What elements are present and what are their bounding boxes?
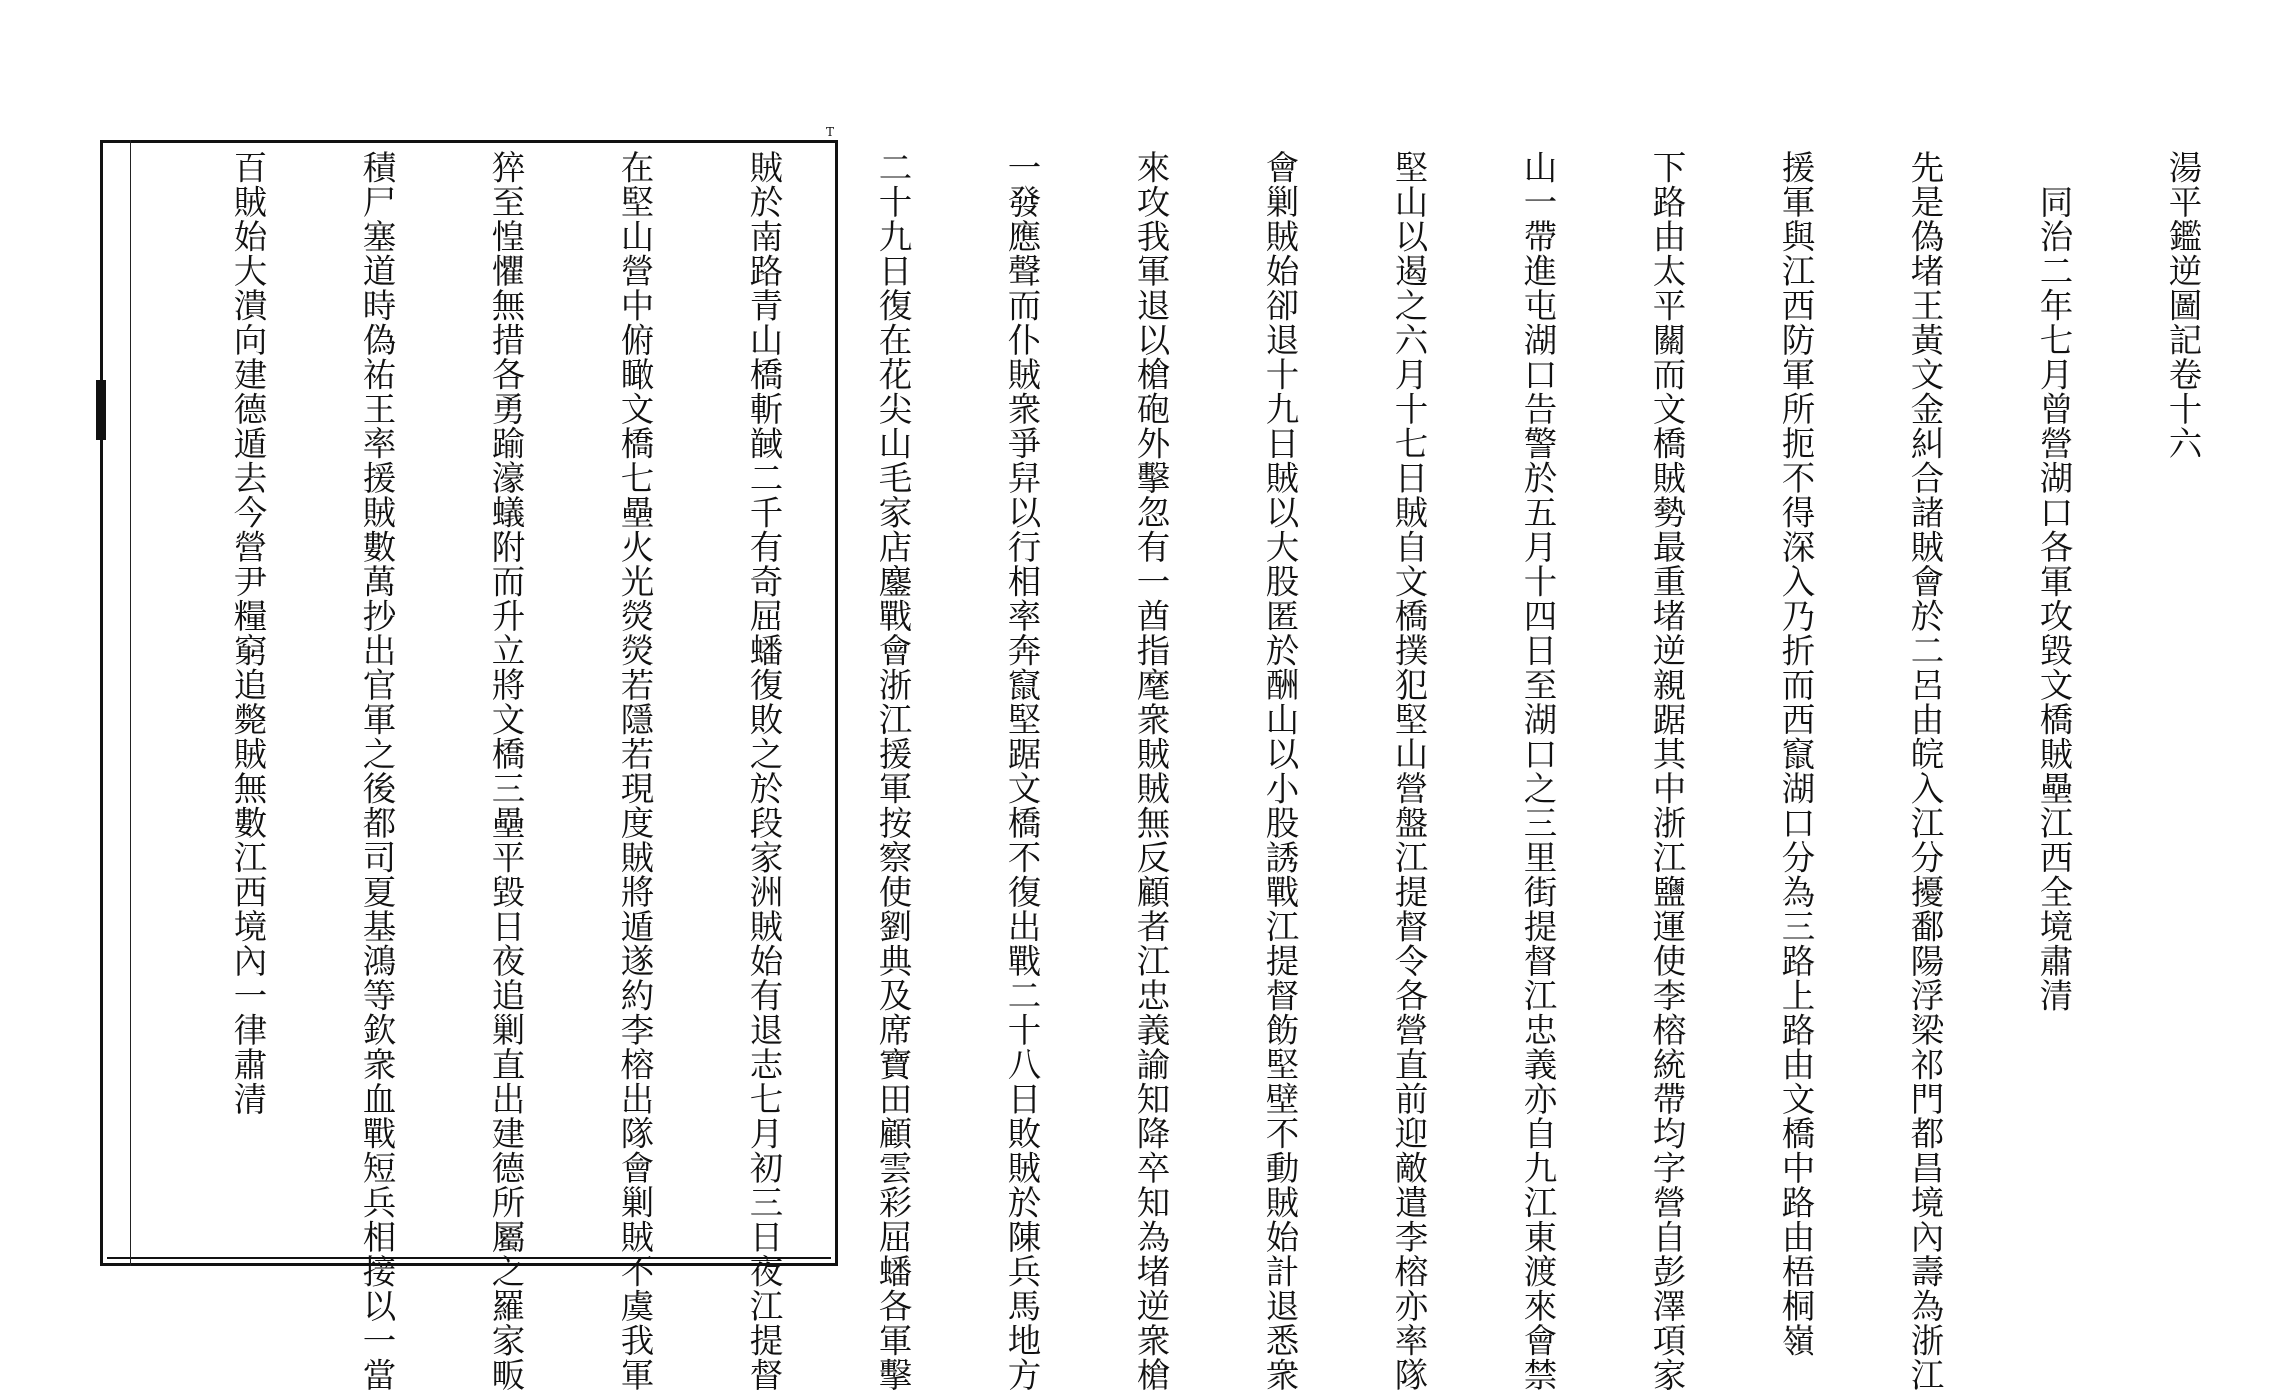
page-number: T (826, 125, 835, 139)
text-area (140, 150, 2202, 1392)
text-column: 二十九日復在花尖山毛家店鏖戰會浙江援軍按察使劉典及席寶田顧雲彩屈蟠各軍擊 (873, 150, 912, 1392)
text-column: 在堅山營中俯瞰文橋七壘火光熒熒若隱若現度賊將遁遂約李榕出隊會剿賊不虞我軍 (615, 150, 654, 1392)
fold-mark (96, 380, 106, 440)
text-column: 堅山以遏之六月十七日賊自文橋撲犯堅山營盤江提督令各營直前迎敵遣李榕亦率隊 (1389, 150, 1428, 1392)
text-column: 援軍與江西防軍所扼不得深入乃折而西竄湖口分為三路上路由文橋中路由梧桐嶺 (1776, 150, 1815, 1358)
text-column: 會剿賊始卻退十九日賊以大股匿於酬山以小股誘戰江提督飭堅壁不動賊始計退悉衆 (1260, 150, 1299, 1392)
column-heading: 同治二年七月曾營湖口各軍攻毀文橋賊壘江西全境肅清 (2034, 150, 2073, 1013)
text-column: 百賊始大潰向建德遁去今營尹糧窮追斃賊無數江西境內一律肅清 (228, 150, 267, 1116)
text-column: 一發應聲而仆賊衆爭舁以行相率奔竄堅踞文橋不復出戰二十八日敗賊於陳兵馬地方 (1002, 150, 1041, 1392)
text-column: 積尸塞道時偽祐王率援賊數萬抄出官軍之後都司夏基鴻等欽衆血戰短兵相接以一當 (357, 150, 396, 1392)
text-column: 猝至惶懼無措各勇踰濠蟻附而升立將文橋三壘平毀日夜追剿直出建德所屬之羅家畈 (486, 150, 525, 1392)
text-column: 賊於南路青山橋斬馘二千有奇屈蟠復敗之於段家洲賊始有退志七月初三日夜江提督 (744, 150, 783, 1392)
text-column: 先是偽堵王黃文金糾合諸賊會於二呂由皖入江分擾鄱陽浮梁祁門都昌境內壽為浙江 (1905, 150, 1944, 1392)
text-column: 來攻我軍退以槍砲外擊忽有一酋指麾衆賊賊無反顧者江忠義諭知降卒知為堵逆衆槍 (1131, 150, 1170, 1392)
text-column: 山一帶進屯湖口告警於五月十四日至湖口之三里街提督江忠義亦自九江東渡來會禁 (1518, 150, 1557, 1392)
fold-line (130, 140, 131, 1266)
text-columns (140, 150, 2290, 1392)
text-column: 下路由太平關而文橋賊勢最重堵逆親踞其中浙江鹽運使李榕統帶均字營自彭澤項家 (1647, 150, 1686, 1392)
column-title: 湯平鑑逆圖記卷十六 (2163, 150, 2202, 461)
